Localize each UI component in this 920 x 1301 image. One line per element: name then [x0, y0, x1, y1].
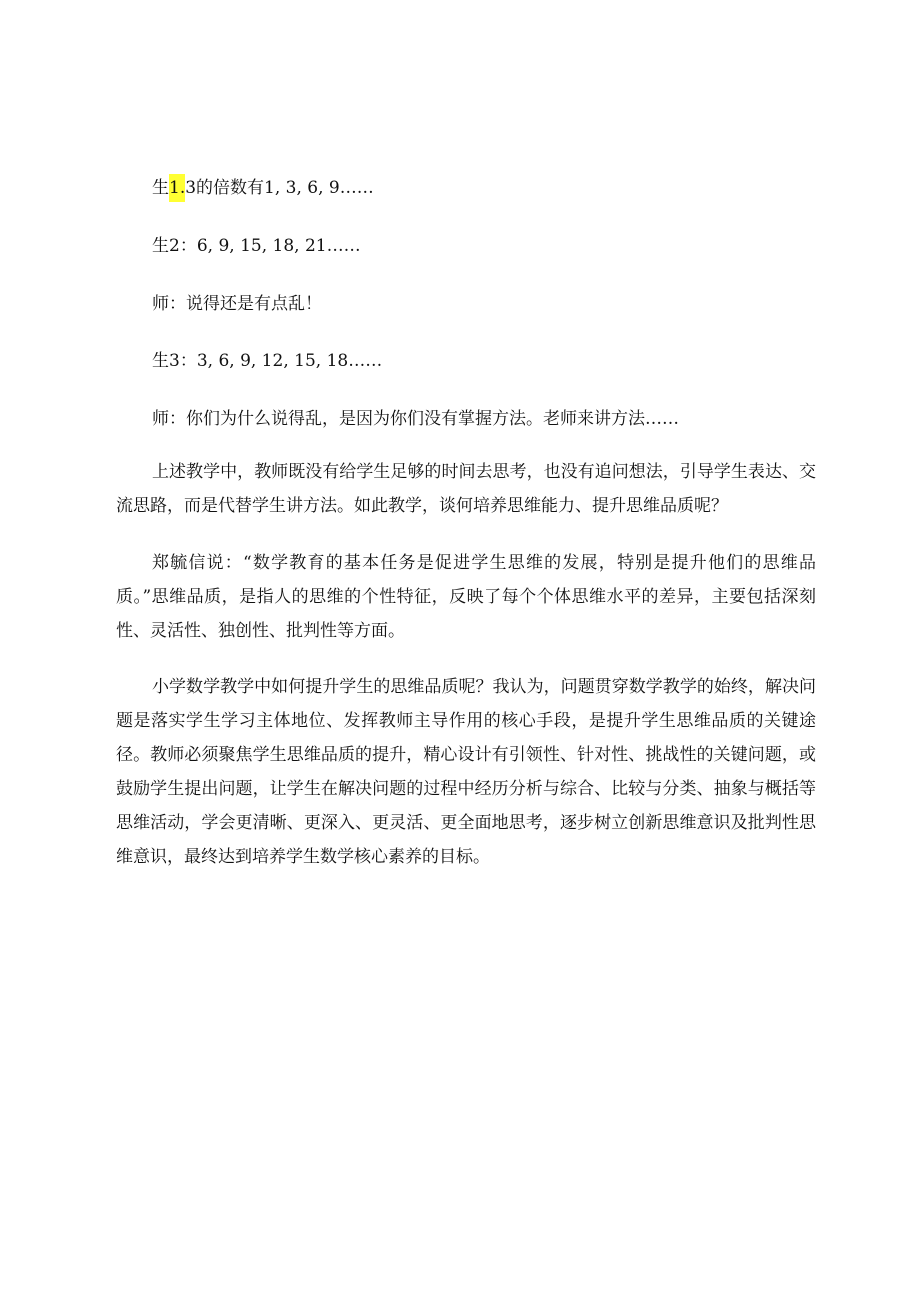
dialogue-line-teacher2: 师：你们为什么说得乱，是因为你们没有掌握方法。老师来讲方法……: [152, 409, 679, 429]
paragraph-quote: 郑毓信说：“数学教育的基本任务是促进学生思维的发展，特别是提升他们的思维品质。”思维品质，是指人的思维的个性特征，反映了每个个体思维水平的差异，主要包括深刻性、灵活性、独创性、批判性等方面。: [116, 553, 816, 641]
dialogue-text: 3的倍数有1, 3, 6, 9……: [185, 178, 374, 198]
dialogue-speaker: 生: [152, 178, 169, 198]
dialogue-line-student1: [152, 176, 374, 200]
highlight-marker: 1.: [169, 174, 185, 202]
paragraph-conclusion: 小学数学教学中如何提升学生的思维品质呢？我认为，问题贯穿数学教学的始终，解决问题是落实学生学习主体地位、发挥教师主导作用的核心手段，是提升学生思维品质的关键途径。教师必须聚焦学生思维品质的提升，精心设计有引领性、针对性、挑战性的关键问题，或鼓励学生提出问题，让学生在解决问题的过程中经历分析与综合、比较与分类、抽象与概括等思维活动，学会更清晰、更深入、更灵活、更全面地思考，逐步树立创新思维意识及批判性思维意识，最终达到培养学生数学核心素养的目标。: [116, 677, 816, 867]
dialogue-line-student3: 生3：3, 6, 9, 12, 15, 18……: [152, 351, 383, 371]
dialogue-line-student2: 生2：6, 9, 15, 18, 21……: [152, 236, 361, 256]
dialogue-line-teacher1: 师：说得还是有点乱！: [152, 294, 322, 314]
paragraph-analysis: 上述教学中，教师既没有给学生足够的时间去思考，也没有追问想法，引导学生表达、交流思路，而是代替学生讲方法。如此教学，谈何培养思维能力、提升思维品质呢？: [116, 462, 816, 516]
